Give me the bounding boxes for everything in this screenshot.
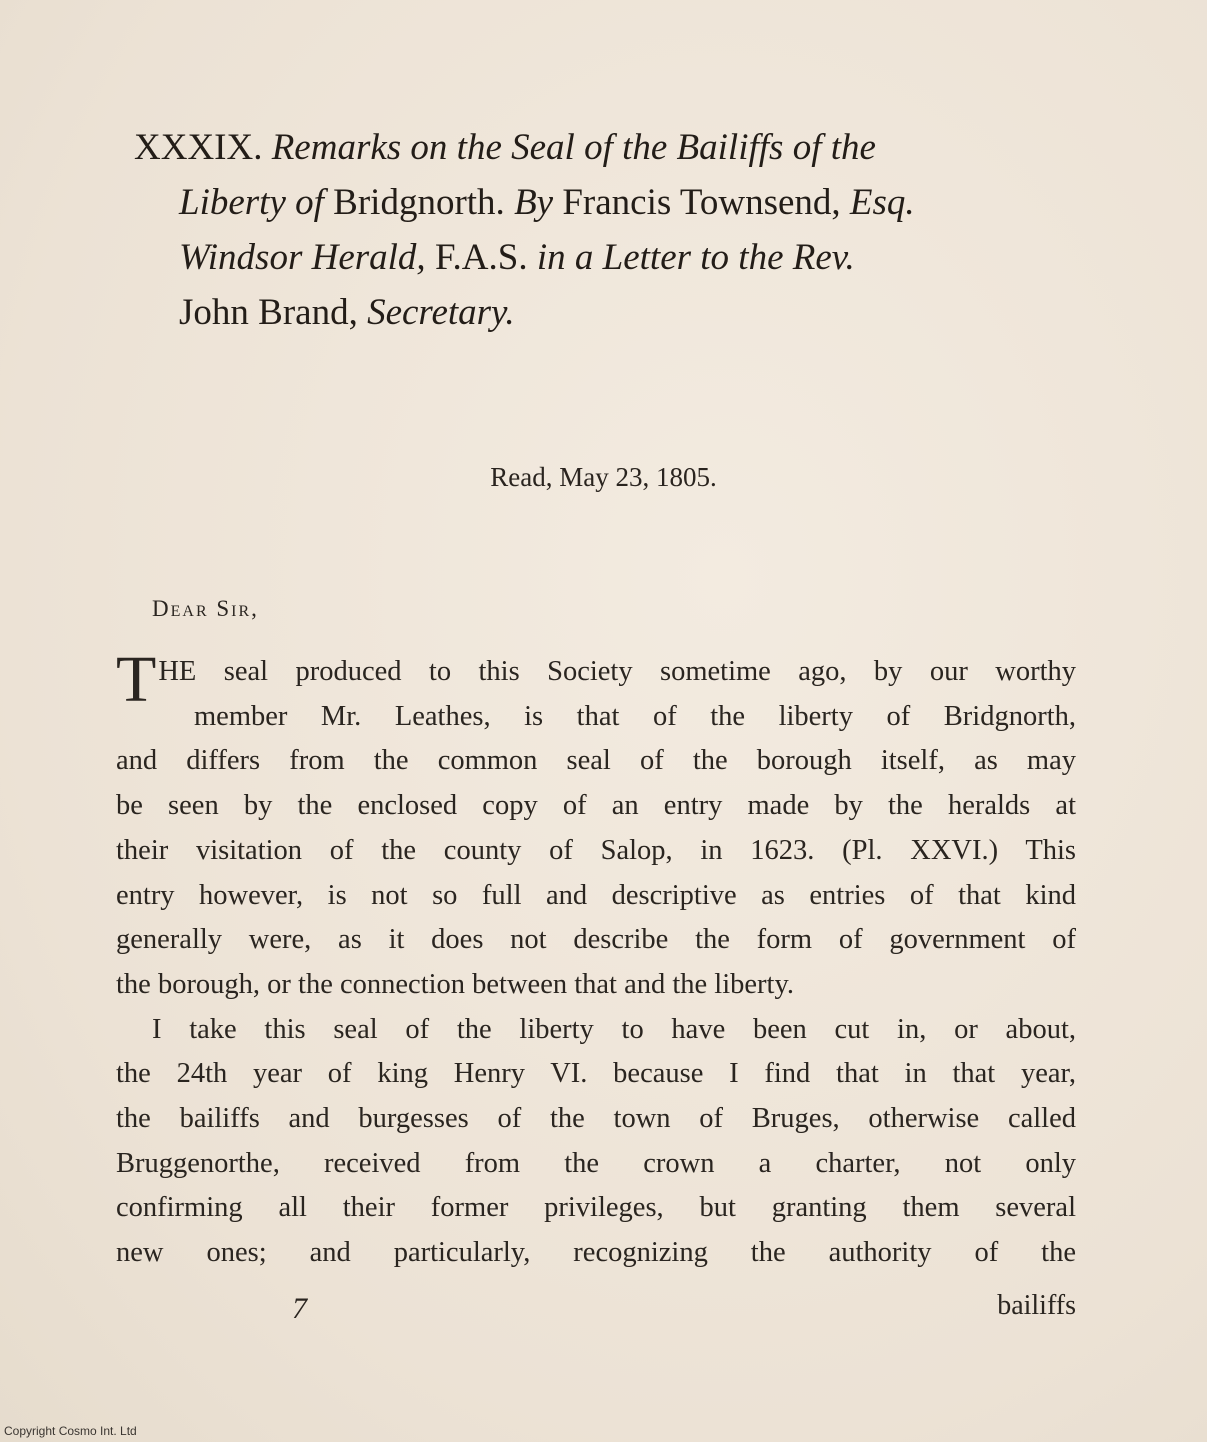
- body-line: be seen by the enclosed copy of an entry made by the heralds at: [116, 790, 1076, 822]
- body-line: new ones; and particularly, recognizing the authority of the: [116, 1237, 1076, 1269]
- recipient-name: John Brand,: [179, 292, 358, 333]
- body-line: the bailiffs and burgesses of the town of Bruges, otherwise called: [116, 1103, 1076, 1135]
- author-name: Francis Townsend,: [562, 182, 841, 223]
- recipient-title: Secretary.: [367, 292, 515, 333]
- body-line: the 24th year of king Henry VI. because I find that in that year,: [116, 1058, 1076, 1090]
- drop-cap: T: [116, 643, 157, 716]
- title-text: Liberty of: [179, 182, 324, 223]
- body-line: and differs from the common seal of the borough itself, as may: [116, 745, 1076, 777]
- article-title: [134, 120, 1074, 340]
- title-line-1: [134, 120, 1074, 175]
- body-line: confirming all their former privileges, but granting them several: [116, 1192, 1076, 1224]
- body-line: generally were, as it does not describe the form of government of: [116, 924, 1076, 956]
- body-line: member Mr. Leathes, is that of the liberty of Bridgnorth,: [194, 700, 1076, 732]
- catchword: bailiffs: [997, 1290, 1076, 1321]
- title-text: Esq.: [849, 182, 915, 223]
- title-line-2: [134, 175, 1074, 230]
- title-italic-text: Remarks on the Seal of the Bailiffs of the: [271, 127, 876, 168]
- title-line-4: [134, 285, 1074, 340]
- body-line: their visitation of the county of Salop, in 1623. (Pl. XXVI.) This: [116, 834, 1076, 866]
- place-name: Bridgnorth.: [333, 182, 505, 223]
- salutation: Dear Sir,: [152, 596, 259, 621]
- letter-body: [116, 643, 1076, 1276]
- author-office: Windsor Herald,: [179, 237, 426, 278]
- author-title: F.A.S.: [434, 237, 528, 278]
- article-number: XXXIX.: [134, 127, 263, 168]
- body-line: entry however, is not so full and descriptive as entries of that kind: [116, 879, 1076, 911]
- copyright-notice: Copyright Cosmo Int. Ltd: [4, 1424, 137, 1438]
- body-line: the borough, or the connection between that and the liberty.: [116, 968, 794, 1000]
- body-line: HE seal produced to this Society sometime ago, by our worthy: [158, 656, 1076, 687]
- body-line: I take this seal of the liberty to have been cut in, or about,: [152, 1013, 1076, 1045]
- signature-mark: 7: [292, 1292, 307, 1325]
- body-line: Bruggenorthe, received from the crown a charter, not only: [116, 1147, 1076, 1179]
- read-date: Read, May 23, 1805.: [490, 462, 717, 492]
- title-text: By: [514, 182, 554, 223]
- title-text: in a Letter to the Rev.: [536, 237, 855, 278]
- title-line-3: [134, 230, 1074, 285]
